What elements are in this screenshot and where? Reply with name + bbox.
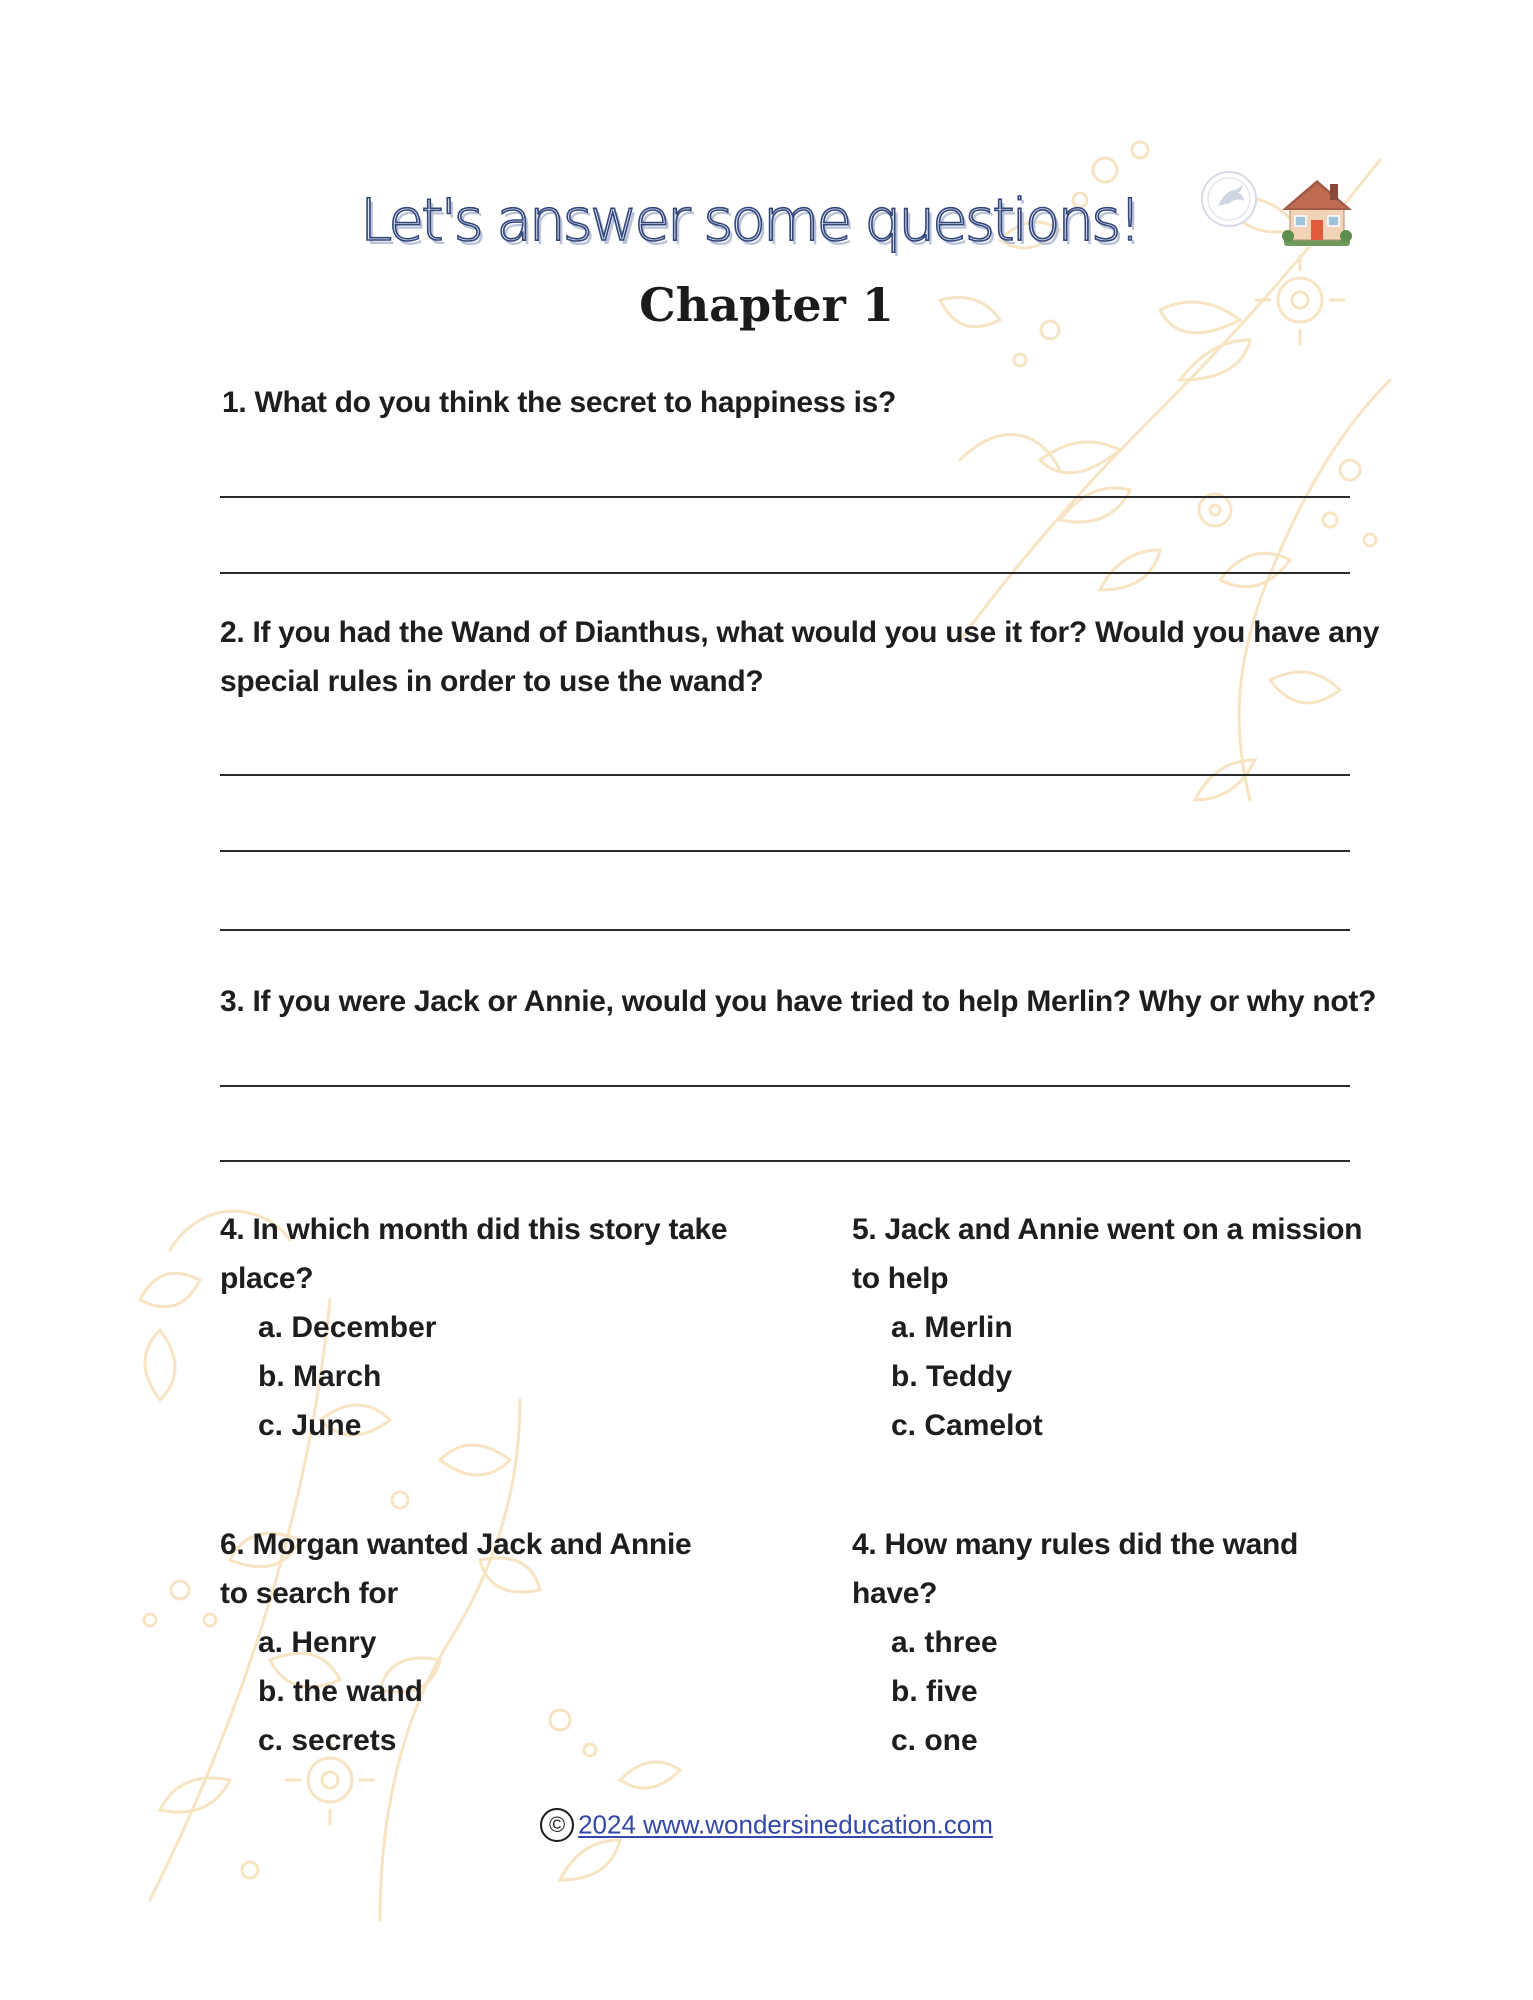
answer-option[interactable]: c. one bbox=[891, 1724, 978, 1757]
answer-option[interactable]: a. three bbox=[891, 1626, 998, 1659]
question-2-line-2: special rules in order to use the wand? bbox=[220, 665, 764, 698]
question-rules-line-1: 4. How many rules did the wand bbox=[852, 1528, 1299, 1561]
answer-line[interactable] bbox=[220, 929, 1350, 931]
answer-option[interactable]: c. Camelot bbox=[891, 1409, 1043, 1442]
copyright-icon: © bbox=[540, 1808, 574, 1842]
question-6-line-2: to search for bbox=[220, 1577, 398, 1610]
question-6-options bbox=[258, 1618, 423, 1765]
question-4-line-2: place? bbox=[220, 1262, 314, 1295]
answer-option[interactable]: a. Henry bbox=[258, 1626, 377, 1659]
answer-line[interactable] bbox=[220, 496, 1350, 498]
answer-option[interactable]: a. Merlin bbox=[891, 1311, 1013, 1344]
answer-option[interactable]: c. June bbox=[258, 1409, 362, 1442]
answer-option[interactable]: b. five bbox=[891, 1675, 978, 1708]
website-link[interactable]: 2024 www.wondersineducation.com bbox=[578, 1809, 993, 1840]
cottage-icon bbox=[1276, 170, 1358, 252]
question-3: 3. If you were Jack or Annie, would you have tried to help Merlin? Why or why not? bbox=[220, 985, 1377, 1018]
question-rules-line-2: have? bbox=[852, 1577, 938, 1610]
answer-line[interactable] bbox=[220, 774, 1350, 776]
answer-line[interactable] bbox=[220, 850, 1350, 852]
question-2-line-1: 2. If you had the Wand of Dianthus, what would you use it for? Would you have any bbox=[220, 616, 1380, 649]
question-5-line-2: to help bbox=[852, 1262, 949, 1295]
chapter-heading: Chapter 1 bbox=[639, 278, 894, 332]
answer-option[interactable]: b. Teddy bbox=[891, 1360, 1013, 1393]
answer-option[interactable]: c. secrets bbox=[258, 1724, 397, 1757]
answer-line[interactable] bbox=[220, 1160, 1350, 1162]
answer-line[interactable] bbox=[220, 572, 1350, 574]
answer-line[interactable] bbox=[220, 1085, 1350, 1087]
answer-option[interactable]: a. December bbox=[258, 1311, 437, 1344]
question-rules-options bbox=[891, 1618, 998, 1765]
bird-stamp-icon bbox=[1198, 168, 1260, 230]
question-5-options bbox=[891, 1303, 1043, 1450]
footer bbox=[0, 1808, 1533, 1842]
worksheet-title: Let's answer some questions! bbox=[360, 186, 1139, 254]
question-4-line-1: 4. In which month did this story take bbox=[220, 1213, 728, 1246]
question-4-options bbox=[258, 1303, 436, 1450]
answer-option[interactable]: b. the wand bbox=[258, 1675, 423, 1708]
question-5-line-1: 5. Jack and Annie went on a mission bbox=[852, 1213, 1363, 1246]
question-6-line-1: 6. Morgan wanted Jack and Annie bbox=[220, 1528, 692, 1561]
answer-option[interactable]: b. March bbox=[258, 1360, 382, 1393]
question-1: 1. What do you think the secret to happiness is? bbox=[222, 386, 897, 419]
